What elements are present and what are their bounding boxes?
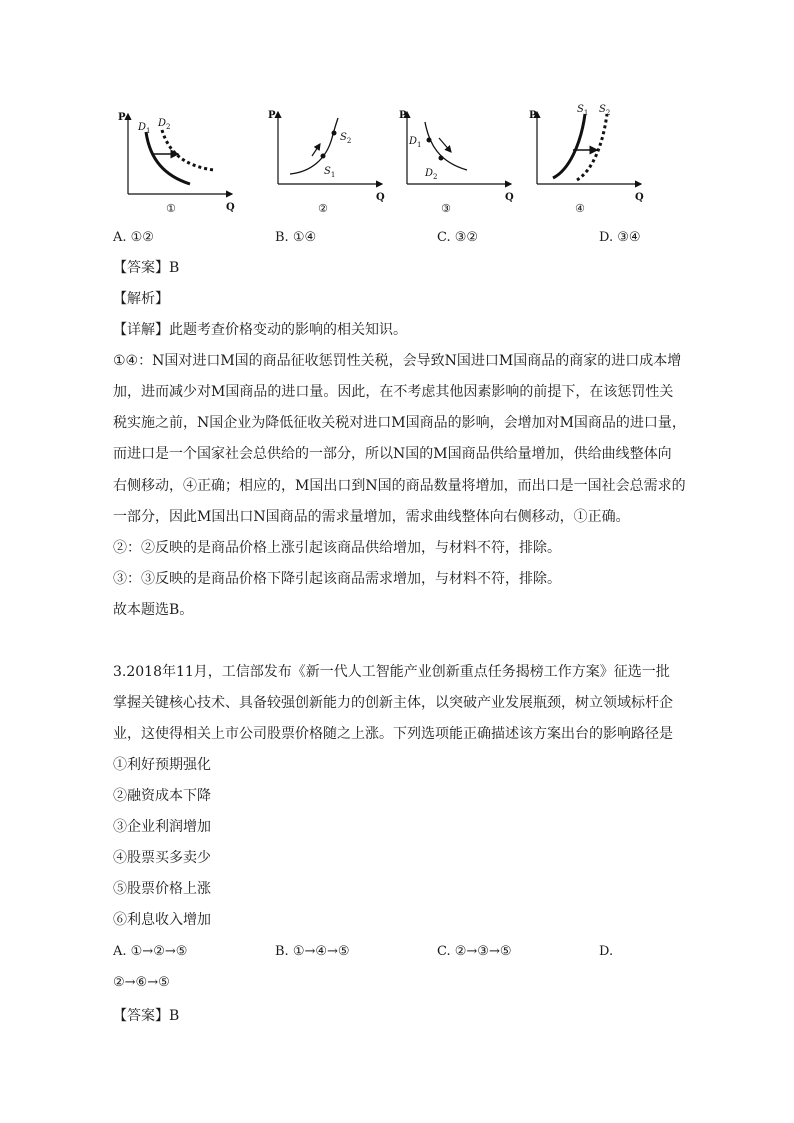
p-axis-label: P — [268, 110, 276, 121]
graph-3-svg — [395, 100, 525, 220]
demand-curve-d1 — [146, 132, 190, 184]
demand-curve-d2 — [162, 130, 214, 170]
q2-option-a: A. ①② — [113, 230, 154, 245]
point-s1 — [321, 154, 326, 159]
q3-answer: 【答案】B — [113, 1008, 180, 1024]
p-axis-label: P — [399, 110, 407, 121]
curve-label-a: $S_2$ — [340, 132, 352, 145]
q2-option-b: B. ①④ — [275, 230, 317, 245]
curve-label-b: $S_2$ — [599, 104, 611, 117]
q2-analysis-header: 【解析】 — [113, 291, 169, 307]
q2-analysis-line: ③：③反映的是商品价格下降引起该商品需求增加，与材料不符，排除。 — [113, 571, 561, 587]
graph-number: ③ — [441, 202, 451, 215]
q3-item: ①利好预期强化 — [113, 757, 211, 773]
p-axis-label: P — [118, 112, 126, 123]
q-axis-label: Q — [226, 202, 235, 213]
graph-row — [110, 100, 670, 220]
q-axis-label: Q — [376, 192, 385, 203]
curve-label-b: $S_1$ — [324, 166, 336, 179]
q3-item: ⑤股票价格上涨 — [113, 881, 211, 897]
q2-analysis-line: 右侧移动，④正确；相应的，M国出口到N国的商品数量将增加，而出口是一国社会总需求的 — [113, 478, 686, 494]
q2-analysis-line: 税实施之前，N国企业为降低征收关税对进口M国商品的影响，会增加对M国商品的进口量， — [113, 415, 686, 431]
movement-arrow — [312, 144, 320, 156]
q3-item: ③企业利润增加 — [113, 819, 211, 835]
graph-number: ② — [318, 202, 328, 215]
q2-conclusion: 故本题选B。 — [113, 602, 194, 618]
q3-option-b: B. ①→④→⑤ — [275, 944, 350, 959]
supply-curve-s1 — [553, 114, 585, 178]
q3-stem-line: 3.2018年11月，工信部发布《新一代人工智能产业创新重点任务揭榜工作方案》征选一批 — [113, 664, 670, 680]
graph-4-svg — [525, 100, 655, 220]
curve-label-b: $D_2$ — [425, 168, 438, 181]
q3-stem-line: 掌握关键核心技术、具备较强创新能力的创新主体，以突破产业发展瓶颈，树立领域标杆企 — [113, 695, 673, 711]
graph-1 — [110, 100, 240, 220]
q2-option-c: C. ③② — [437, 230, 479, 245]
point-d2 — [439, 156, 444, 161]
curve-label-a: $D_1$ — [138, 122, 151, 135]
q2-answer: 【答案】B — [113, 260, 180, 276]
curve-label-b: $D_2$ — [158, 118, 171, 131]
q2-analysis-line: 一部分，因此M国出口N国商品的需求量增加，需求曲线整体向右侧移动，①正确。 — [113, 509, 630, 525]
q2-analysis-line: 【详解】此题考查价格变动的影响的相关知识。 — [113, 322, 407, 338]
q3-item: ⑥利息收入增加 — [113, 912, 211, 928]
graph-number: ④ — [575, 202, 585, 215]
graph-2-svg — [260, 100, 390, 220]
q2-analysis-line: ②：②反映的是商品价格上涨引起该商品供给增加，与材料不符，排除。 — [113, 540, 561, 556]
curve-label-a: $D_1$ — [409, 136, 422, 149]
q-axis-label: Q — [635, 192, 644, 203]
q3-item: ②融资成本下降 — [113, 788, 211, 804]
point-s2 — [332, 131, 337, 136]
graph-1-svg — [110, 100, 240, 220]
q2-analysis-line: ①④：N国对进口M国的商品征收惩罚性关税，会导致N国进口M国商品的商家的进口成本增 — [113, 353, 682, 369]
curve-label-a: $S_1$ — [577, 104, 589, 117]
graph-number: ① — [166, 202, 176, 215]
point-d1 — [427, 138, 432, 143]
movement-arrow — [439, 138, 451, 152]
q3-option-c: C. ②→③→⑤ — [437, 944, 512, 959]
q3-option-a: A. ①→②→⑤ — [113, 944, 188, 959]
q2-analysis-line: 而进口是一个国家社会总供给的一部分，所以N国的M国商品供给量增加，供给曲线整体向 — [113, 446, 672, 462]
q-axis-label: Q — [505, 192, 514, 203]
supply-curve-s2 — [577, 114, 607, 180]
q3-option-d: D. — [599, 944, 614, 959]
q2-analysis-line: 加，进而减少对M国商品的进口量。因此，在不考虑其他因素影响的前提下，在该惩罚性关 — [113, 384, 674, 400]
graph-3 — [395, 100, 525, 220]
graph-4 — [525, 100, 655, 220]
q3-option-d-wrap: ②→⑥→⑤ — [113, 975, 170, 990]
p-axis-label: P — [529, 110, 537, 121]
graph-2 — [260, 100, 390, 220]
q3-item: ④股票买多卖少 — [113, 850, 211, 866]
q3-stem-line: 业，这使得相关上市公司股票价格随之上涨。下列选项能正确描述该方案出台的影响路径是 — [113, 726, 673, 742]
q2-option-d: D. ③④ — [599, 230, 641, 245]
